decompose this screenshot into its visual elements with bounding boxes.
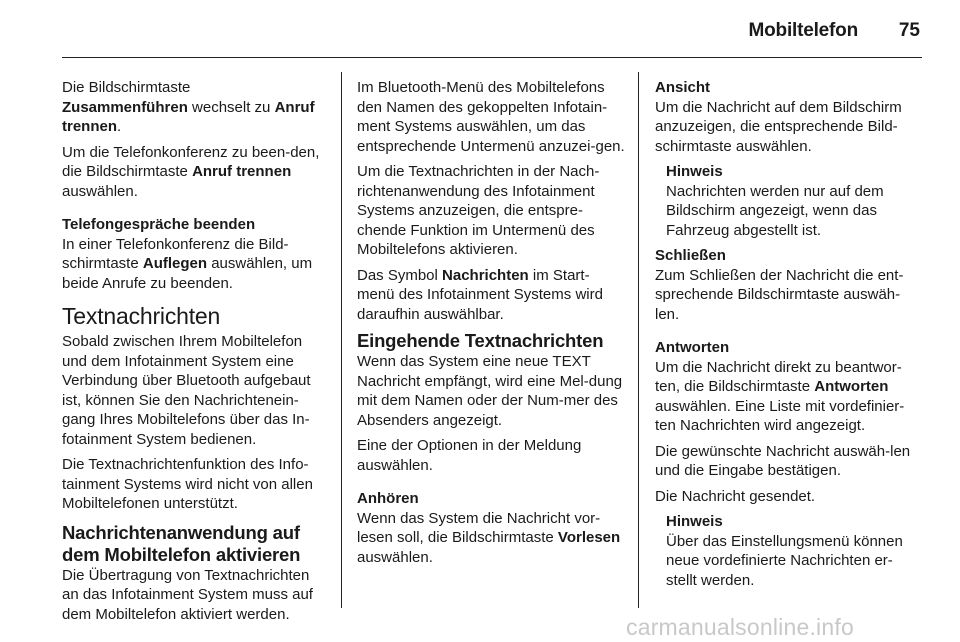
subheading: Telefongespräche beenden bbox=[62, 216, 256, 233]
paragraph: Die Bildschirmtaste Zusammenführen wechselt zu Anruf trennen. bbox=[62, 79, 315, 135]
note-box bbox=[666, 162, 921, 240]
section-heading: Textnachrichten bbox=[62, 303, 221, 329]
paragraph: Zum Schließen der Nachricht die ent-sprechende Bildschirmtaste auswäh-len. bbox=[655, 266, 904, 323]
paragraph: Um die Nachricht direkt zu beantwor-ten, die Bildschirmtaste Antworten auswählen. Eine Liste mit vordefinier-ten Nachrichten wird angezeigt. bbox=[655, 358, 905, 434]
note-text: Über das Einstellungsmenü können neue vordefinierte Nachrichten er-stellt werden. bbox=[666, 532, 903, 589]
paragraph: Wenn das System die Nachricht vor-lesen soll, die Bildschirmtaste Vorlesen auswählen. bbox=[357, 509, 621, 566]
paragraph: Wenn das System eine neue TEXT Nachricht empfängt, wird eine Mel-dung mit dem Namen oder der Num-mer des Absenders angezeigt. bbox=[357, 353, 623, 429]
column-1 bbox=[62, 78, 327, 630]
paragraph: Die Nachricht gesendet. bbox=[655, 487, 816, 505]
paragraph: Eine der Optionen in der Meldung auswählen. bbox=[357, 437, 582, 474]
paragraph: Die Übertragung von Textnachrichten an das Infotainment System muss auf dem Mobiltelefon aktiviert werden. bbox=[62, 566, 313, 623]
paragraph: Sobald zwischen Ihrem Mobiltelefon und dem Infotainment System eine Verbindung über Bluetooth aufgebaut ist, können Sie den Nachrichtenein-gang Ihres Mobiltelefons über das In-fotainment System bedienen. bbox=[62, 333, 311, 448]
subheading: Ansicht bbox=[655, 79, 711, 96]
paragraph: In einer Telefonkonferenz die Bild-schirmtaste Auflegen auswählen, um beide Anrufe zu beenden. bbox=[62, 235, 313, 292]
paragraph: Die Textnachrichtenfunktion des Info-tainment Systems wird nicht von allen Mobiltelefonen unterstützt. bbox=[62, 456, 313, 512]
note-title: Hinweis bbox=[666, 513, 723, 530]
sub-section-heading: Nachrichtenanwendung auf dem Mobiltelefon aktivieren bbox=[62, 521, 301, 565]
subheading: Antworten bbox=[655, 339, 730, 356]
subheading: Schließen bbox=[655, 247, 726, 264]
paragraph: Das Symbol Nachrichten im Start-menü des Infotainment Systems wird daraufhin auswählbar. bbox=[357, 266, 603, 323]
paragraph: Um die Telefonkonferenz zu been-den, die Bildschirmtaste Anruf trennen auswählen. bbox=[62, 143, 320, 200]
note-title: Hinweis bbox=[666, 163, 723, 180]
subheading: Anhören bbox=[357, 490, 419, 507]
sub-section-heading: Eingehende Textnachrichten bbox=[357, 330, 604, 351]
page-header-title: Mobiltelefon bbox=[748, 20, 858, 41]
page-number: 75 bbox=[898, 20, 920, 41]
column-2 bbox=[357, 78, 625, 573]
paragraph: Im Bluetooth-Menü des Mobiltelefons den Namen des gekoppelten Infotain-ment Systems auswählen, um das entsprechende Untermenü anzuzei-gen. bbox=[357, 79, 625, 155]
note-box bbox=[666, 512, 921, 590]
column-divider-1 bbox=[341, 72, 342, 608]
column-3 bbox=[655, 78, 921, 596]
watermark: carmanualsonline.info bbox=[626, 614, 854, 640]
header-rule bbox=[62, 57, 922, 58]
paragraph: Um die Textnachrichten in der Nach-richtenanwendung des Infotainment Systems anzuzeigen, die entspre-chende Funktion im Untermenü des Mobiltelefons aktivieren. bbox=[357, 163, 600, 258]
note-text: Nachrichten werden nur auf dem Bildschirm angezeigt, wenn das Fahrzeug abgestellt ist. bbox=[666, 182, 884, 239]
paragraph: Die gewünschte Nachricht auswäh-len und die Eingabe bestätigen. bbox=[655, 442, 911, 479]
paragraph: Um die Nachricht auf dem Bildschirm anzuzeigen, die entsprechende Bild-schirmtaste auswählen. bbox=[655, 98, 902, 155]
column-divider-2 bbox=[638, 72, 639, 608]
